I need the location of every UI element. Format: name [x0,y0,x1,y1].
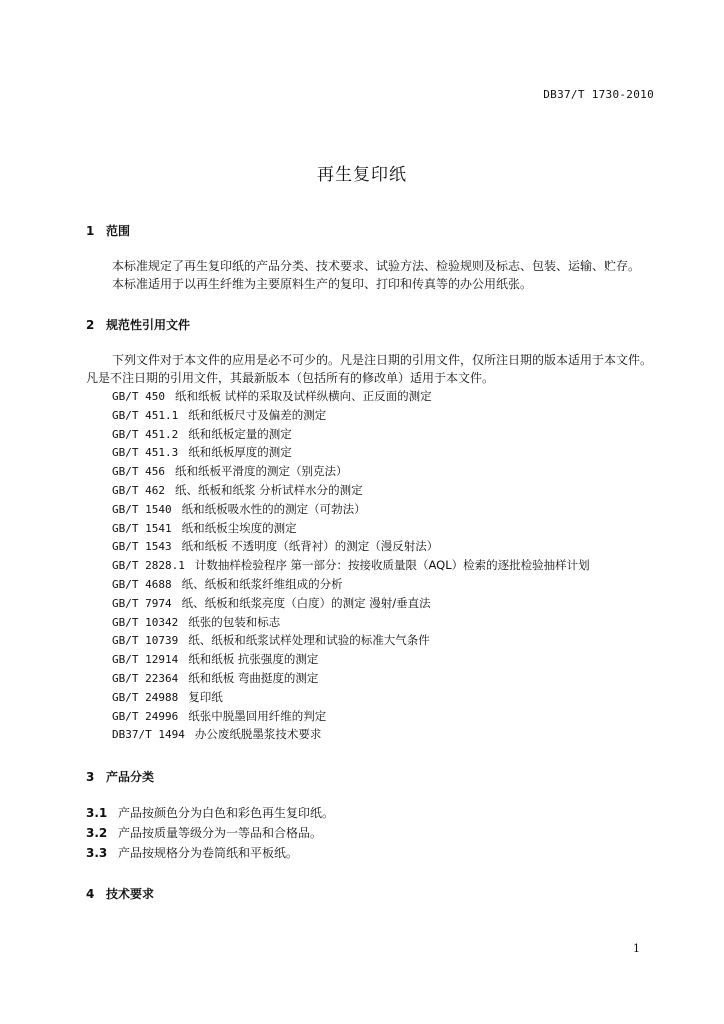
section-2-intro: 下列文件对于本文件的应用是必不可少的。凡是注日期的引用文件，仅所注日期的版本适用于本文件。凡是不注日期的引用文件，其最新版本（包括所有的修改单）适用于本文件。 [86,353,653,385]
clause-3-1 [86,803,334,823]
clause-number: 3.3 [86,846,108,860]
section-number: 3 [86,770,95,784]
reference-code: GB/T 24988 [112,690,179,704]
reference-item [112,556,590,575]
section-1-paragraph-1: 本标准规定了再生复印纸的产品分类、技术要求、试验方法、检验规则及标志、包装、运输、贮存。 [112,259,641,273]
section-4-heading [86,885,154,902]
reference-code: GB/T 10739 [112,634,179,648]
reference-title: 计数抽样检验程序 第一部分：按接收质量限（AQL）检索的逐批检验抽样计划 [194,558,590,573]
reference-code: GB/T 1541 [112,521,172,535]
reference-item [112,500,590,519]
reference-title: 纸和纸板尺寸及偏差的测定 [188,407,327,422]
reference-code: GB/T 462 [112,483,165,497]
reference-title: 纸张的包装和标志 [188,614,281,629]
reference-title: 纸和纸板厚度的测定 [188,445,292,460]
normative-references-list [112,387,590,744]
reference-item [112,519,590,538]
reference-code: GB/T 1540 [112,502,172,516]
reference-item [112,575,590,594]
reference-item [112,707,590,726]
reference-title: 纸、纸板和纸浆 分析试样水分的测定 [174,482,363,497]
reference-code: GB/T 12914 [112,653,179,667]
reference-code: GB/T 24996 [112,709,179,723]
document-code: DB37/T 1730-2010 [543,88,654,101]
reference-code: GB/T 450 [112,390,165,403]
reference-item [112,613,590,632]
reference-title: 纸和纸板吸水性的的测定（可勃法） [181,501,366,516]
reference-title: 纸和纸板 不透明度（纸背衬）的测定（漫反射法） [181,539,439,554]
section-3-heading [86,768,154,785]
document-title: 再生复印纸 [317,165,407,185]
reference-code: DB37/T 1494 [112,728,185,742]
reference-item [112,537,590,556]
reference-item [112,443,590,462]
reference-item [112,725,590,744]
section-1-heading [86,222,130,239]
clause-3-3 [86,843,298,863]
reference-code: GB/T 451.1 [112,408,179,422]
reference-title: 复印纸 [188,689,223,704]
reference-code: GB/T 451.2 [112,427,179,441]
section-2-heading [86,316,190,333]
clause-number: 3.2 [86,826,108,840]
reference-item [112,387,590,406]
clause-text: 产品按规格分为卷筒纸和平板纸。 [118,846,299,860]
clause-3-2 [86,823,322,843]
clause-text: 产品按颜色分为白色和彩色再生复印纸。 [118,806,335,820]
section-1-paragraph-2: 本标准适用于以再生纤维为主要原料生产的复印、打印和传真等的办公用纸张。 [112,277,533,291]
reference-title: 纸、纸板和纸浆试样处理和试验的标准大气条件 [188,633,430,648]
reference-title: 纸和纸板平滑度的测定（别克法） [174,464,348,479]
reference-title: 纸和纸板 弯曲挺度的测定 [188,670,319,685]
reference-title: 纸和纸板 试样的采取及试样纵横向、正反面的测定 [174,389,432,403]
reference-item [112,462,590,481]
clause-number: 3.1 [86,806,108,820]
section-title: 规范性引用文件 [106,318,191,332]
reference-code: GB/T 456 [112,465,165,479]
section-number: 4 [86,887,95,901]
reference-item [112,631,590,650]
section-number: 1 [86,224,95,238]
reference-item [112,481,590,500]
reference-code: GB/T 451.3 [112,446,179,460]
reference-code: GB/T 2828.1 [112,559,185,573]
section-title: 技术要求 [106,887,155,901]
reference-code: GB/T 4688 [112,577,172,591]
reference-title: 纸张中脱墨回用纤维的判定 [188,708,327,723]
reference-title: 纸和纸板 抗张强度的测定 [188,652,319,667]
reference-item [112,594,590,613]
reference-item [112,406,590,425]
reference-code: GB/T 7974 [112,596,172,610]
section-title: 范围 [106,224,131,238]
clause-text: 产品按质量等级分为一等品和合格品。 [118,826,323,840]
section-number: 2 [86,318,95,332]
reference-title: 纸和纸板定量的测定 [188,426,292,441]
reference-item [112,425,590,444]
reference-title: 纸、纸板和纸浆纤维组成的分析 [181,576,343,591]
reference-title: 纸、纸板和纸浆亮度（白度）的测定 漫射/垂直法 [181,595,431,610]
reference-code: GB/T 22364 [112,671,179,685]
section-title: 产品分类 [106,770,155,784]
page-number: 1 [633,942,640,955]
reference-code: GB/T 10342 [112,615,179,629]
reference-title: 办公废纸脱墨浆技术要求 [194,727,322,742]
reference-item [112,688,590,707]
reference-title: 纸和纸板尘埃度的测定 [181,520,297,535]
reference-item [112,669,590,688]
reference-code: GB/T 1543 [112,540,172,554]
reference-item [112,650,590,669]
